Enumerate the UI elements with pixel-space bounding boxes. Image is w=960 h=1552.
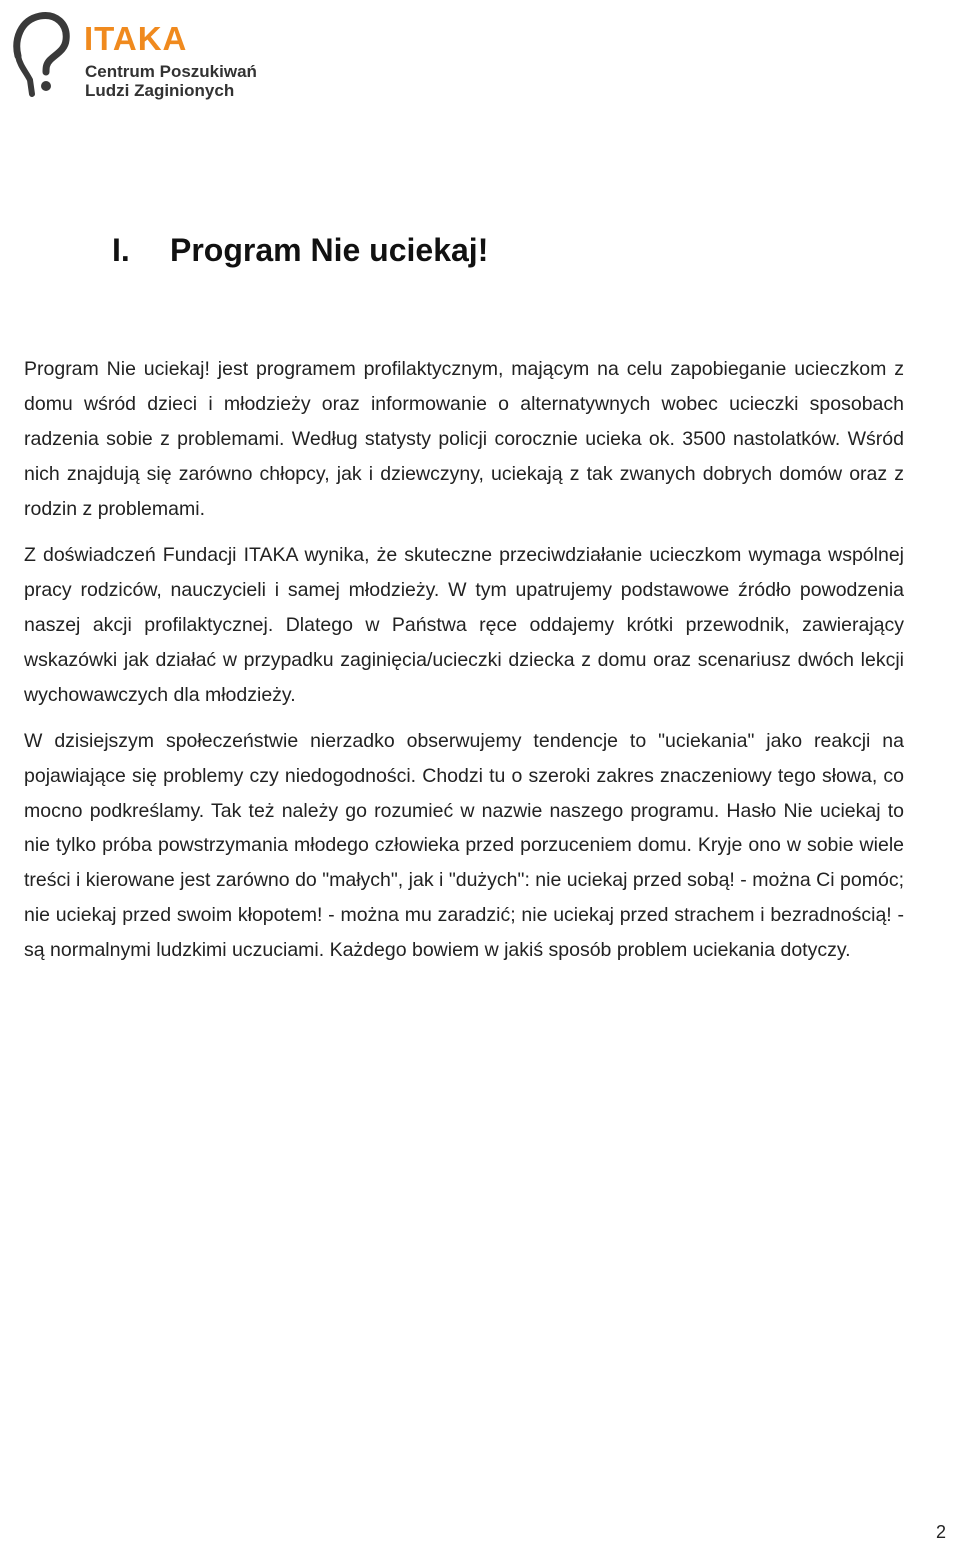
head-question-mark-icon: [10, 10, 74, 100]
section-title: Program Nie uciekaj!: [170, 232, 489, 268]
itaka-logo: [10, 10, 260, 100]
paragraph-running-away: W dzisiejszym społeczeństwie nierzadko obserwujemy tendencje to "uciekania" jako reakcji na pojawiające się problemy czy niedogodności. Chodzi tu o szeroki zakres znaczeniowy tego słowa, co mocno podkreślamy. Tak też należy go rozumieć w nazwie naszego programu. Hasło Nie uciekaj to nie tylko próba powstrzymania młodego człowieka przed porzuceniem domu. Kryje ono w sobie wiele treści i kierowane jest zarówno do "małych", jak i "dużych": nie uciekaj przed sobą! - można Ci pomóc; nie uciekaj przed swoim kłopotem! - można mu zaradzić; nie uciekaj przed strachem i bezradnością! - są normalnymi ludzkimi uczuciami. Każdego bowiem w jakiś sposób problem uciekania dotyczy.: [24, 730, 904, 961]
section-number: I.: [112, 232, 130, 268]
paragraph-intro: Program Nie uciekaj! jest programem profilaktycznym, mającym na celu zapobieganie ucieczkom z domu wśród dzieci i młodzieży oraz informowanie o alternatywnych wobec ucieczki sposobach radzenia sobie z problemami. Według statysty policji corocznie ucieka ok. 3500 nastolatków. Wśród nich znajdują się zarówno chłopcy, jak i dziewczyny, uciekają z tak zwanych dobrych domów oraz z rodzin z problemami.: [24, 358, 904, 520]
logo-subtitle-line2: Ludzi Zaginionych: [85, 81, 235, 100]
logo-subtitle-line1: Centrum Poszukiwań: [85, 62, 257, 81]
logo-name: ITAKA: [84, 20, 188, 57]
paragraph-itaka-experience: Z doświadczeń Fundacji ITAKA wynika, że skuteczne przeciwdziałanie ucieczkom wymaga wspólnej pracy rodziców, nauczycieli i samej młodzieży. W tym upatrujemy podstawowe źródło powodzenia naszej akcji profilaktycznej. Dlatego w Państwa ręce oddajemy krótki przewodnik, zawierający wskazówki jak działać w przypadku zaginięcia/ucieczki dziecka z domu oraz scenariusz dwóch lekcji wychowawczych dla młodzieży.: [24, 544, 904, 706]
page-number: 2: [935, 1522, 946, 1542]
document-body: [24, 352, 904, 979]
section-heading: [112, 228, 488, 272]
logo-subtitle: [85, 62, 257, 100]
